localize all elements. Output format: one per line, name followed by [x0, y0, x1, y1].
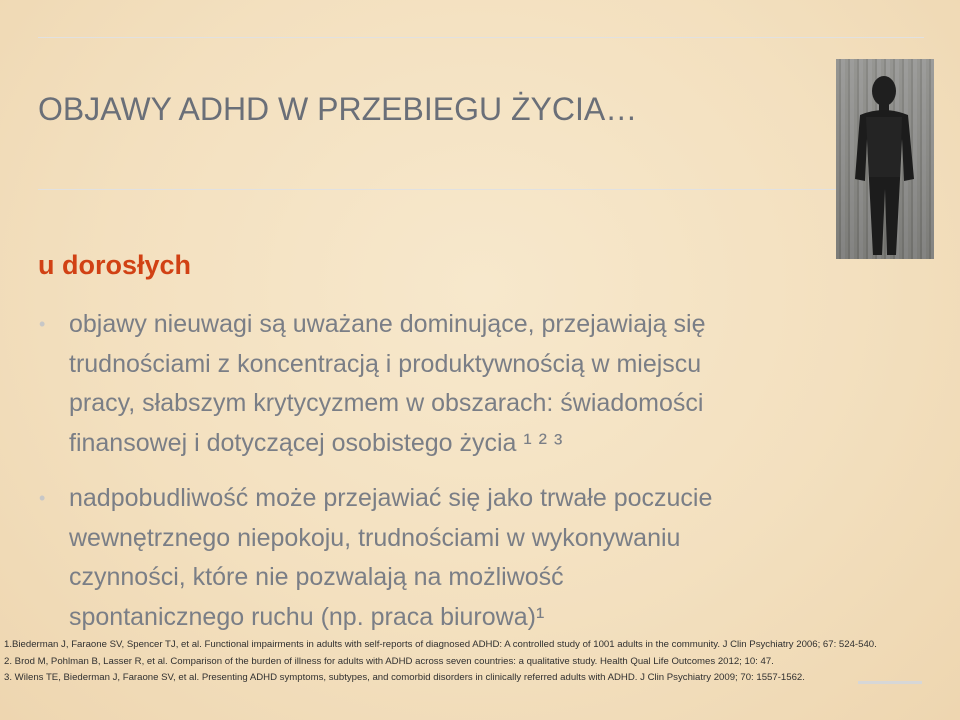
- bullet-line: czynności, które nie pozwalają na możliwość: [69, 563, 564, 591]
- person-silhouette-icon: [836, 59, 934, 259]
- bullet-line: wewnętrznego niepokoju, trudnościami w wykonywaniu: [69, 523, 681, 552]
- bullet-list: [38, 305, 918, 637]
- person-silhouette-photo: [836, 59, 934, 259]
- slide-title: OBJAWY ADHD W PRZEBIEGU ŻYCIA…: [38, 91, 638, 127]
- bullet-line: nadpobudliwość może przejawiać się jako trwałe poczucie: [69, 484, 713, 512]
- reference-underline: [858, 681, 922, 684]
- bullet-item-inattention: [38, 305, 918, 463]
- section-subtitle: u dorosłych: [38, 250, 192, 280]
- reference-item: 1.Biederman J, Faraone SV, Spencer TJ, et al. Functional impairments in adults with self-reports of diagnosed ADHD: A controlled study of 1001 adults in the community. J Clin Psychiatry 2006; 67: 524-540.: [4, 639, 877, 650]
- bullet-line: finansowej i dotyczącej osobistego życia ¹ ² ³: [69, 428, 563, 457]
- references: [4, 637, 956, 687]
- bullet-line: spontanicznego ruchu (np. praca biurowa)¹: [69, 602, 545, 631]
- bullet-icon: •: [39, 314, 46, 334]
- title-divider: [38, 189, 838, 190]
- top-divider: [38, 37, 924, 38]
- bullet-line: pracy, słabszym krytycyzmem w obszarach: świadomości: [69, 389, 704, 417]
- reference-item: 3. Wilens TE, Biederman J, Faraone SV, et al. Presenting ADHD symptoms, subtypes, and comorbid disorders in clinically referred adults with ADHD. J Clin Psychiatry 2009; 70: 1557-1562.: [4, 672, 805, 683]
- bullet-line: trudnościami z koncentracją i produktywnością w miejscu: [69, 349, 702, 378]
- bullet-item-hyperactivity: [38, 479, 918, 637]
- bullet-line: objawy nieuwagi są uważane dominujące, przejawiają się: [69, 310, 706, 338]
- reference-item: 2. Brod M, Pohlman B, Lasser R, et al. Comparison of the burden of illness for adults with ADHD across seven countries: a qualitative study. Health Qual Life Outcomes 2012; 10: 47.: [4, 655, 774, 667]
- bullet-icon: •: [39, 488, 46, 508]
